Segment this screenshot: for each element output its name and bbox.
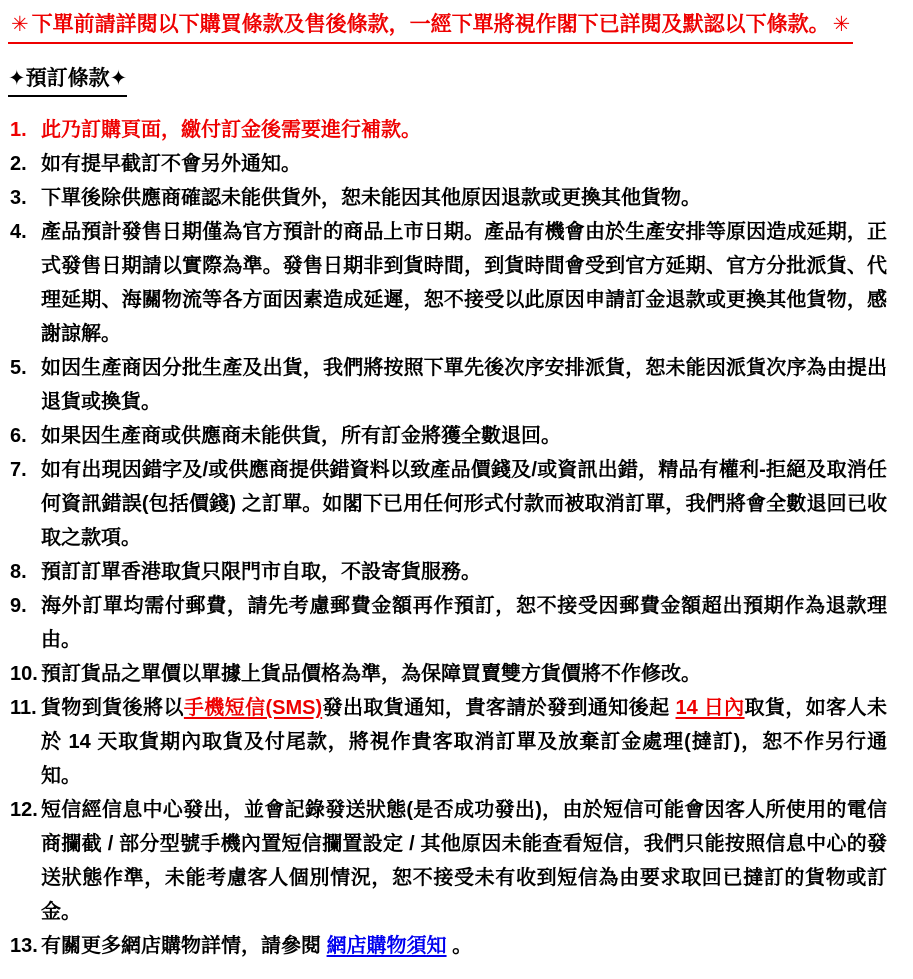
- term-text-segment: 預訂貨品之單價以單據上貨品價格為準，為保障買賣雙方貨價將不作修改。: [41, 663, 701, 685]
- term-number: 5.: [10, 357, 27, 379]
- asterisk-icon: ✳: [11, 13, 29, 36]
- term-item: [8, 793, 887, 929]
- term-text: [41, 691, 887, 793]
- term-number: 1.: [10, 119, 27, 141]
- term-text-segment: 產品預計發售日期僅為官方預計的商品上市日期。產品有機會由於生產安排等原因造成延期，正式發售日期請以實際為準。發售日期非到貨時間，到貨時間會受到官方延期、官方分批派貨、代理延期、海關物流等各方面因素造成延遲，恕不接受以此原因申請訂金退款或更換其他貨物，感謝諒解。: [41, 221, 887, 345]
- term-number: 7.: [10, 459, 27, 481]
- highlighted-term-text: 手機短信(SMS): [183, 697, 323, 719]
- terms-list: [8, 113, 887, 963]
- term-text: [41, 793, 887, 929]
- term-text-segment: 短信經信息中心發出，並會記錄發送狀態(是否成功發出)，由於短信可能會因客人所使用的電信商攔截 / 部分型號手機內置短信攔置設定 / 其他原因未能查看短信，我們只能按照信息中心的發送狀態作準，未能考慮客人個別情況，恕不接受未有收到短信為由要求取回已撻訂的貨物或訂金。: [41, 799, 887, 923]
- term-item: [8, 147, 887, 181]
- term-item: [8, 419, 887, 453]
- term-text-segment: 海外訂單均需付郵費，請先考慮郵費金額再作預訂，恕不接受因郵費金額超出預期作為退款理由。: [41, 595, 887, 651]
- asterisk-icon: ✳: [832, 13, 851, 36]
- term-text-segment: 有關更多網店購物詳情，請參閱: [41, 935, 327, 957]
- term-number: 11.: [10, 697, 37, 719]
- term-text-segment: 此乃訂購頁面，繳付訂金後需要進行補款。: [41, 119, 421, 141]
- term-number: 8.: [10, 561, 27, 583]
- term-number: 9.: [10, 595, 27, 617]
- notice-text: 下單前請詳閱以下購買條款及售後條款，一經下單將視作閣下已詳閱及默認以下條款。: [31, 13, 830, 36]
- term-item: [8, 589, 887, 657]
- preorder-terms-heading: [8, 65, 127, 97]
- term-text-segment: 貨物到貨後將以: [41, 697, 184, 719]
- section-title-text: 預訂條款: [25, 67, 110, 90]
- term-item: [8, 691, 887, 793]
- term-number: 13.: [10, 935, 38, 957]
- term-text-segment: 如有提早截訂不會另外通知。: [41, 153, 301, 175]
- term-number: 12.: [10, 799, 38, 821]
- term-item: [8, 181, 887, 215]
- term-item: [8, 453, 887, 555]
- term-text: [41, 215, 887, 351]
- term-number: 10.: [10, 663, 38, 685]
- term-text: [41, 419, 887, 453]
- term-text: [41, 453, 887, 555]
- term-item: [8, 351, 887, 419]
- term-text-segment: 如有出現因錯字及/或供應商提供錯資料以致產品價錢及/或資訊出錯，精品有權利-拒絕及取消任何資訊錯誤(包括價錢) 之訂單。如閣下已用任何形式付款而被取消訂單，我們將會全數退回已收取之款項。: [41, 459, 887, 549]
- term-item: [8, 113, 887, 147]
- term-text: [41, 351, 887, 419]
- purchase-notice-title: [8, 10, 853, 44]
- term-item: [8, 555, 887, 589]
- term-text-segment: 取貨，如客人未於 14 天取貨期內取貨及付尾款，將視作貴客取消訂單及放棄訂金處理(撻訂)，恕不作另行通知。: [41, 697, 888, 787]
- term-text: [41, 555, 887, 589]
- term-item: [8, 215, 887, 351]
- shop-guide-link[interactable]: 網店購物須知: [326, 935, 447, 957]
- term-number: 6.: [10, 425, 27, 447]
- highlighted-term-text: 14 日內: [675, 697, 745, 719]
- term-number: 2.: [10, 153, 27, 175]
- term-text-segment: 。: [446, 935, 473, 957]
- term-item: [8, 657, 887, 691]
- term-text: [41, 181, 887, 215]
- term-text: [41, 589, 887, 657]
- term-text-segment: 下單後除供應商確認未能供貨外，恕未能因其他原因退款或更換其他貨物。: [41, 187, 701, 209]
- term-text-segment: 如果因生產商或供應商未能供貨，所有訂金將獲全數退回。: [41, 425, 561, 447]
- term-number: 4.: [10, 221, 27, 243]
- term-text: [41, 929, 887, 963]
- term-text: [41, 657, 887, 691]
- term-text-segment: 預訂訂單香港取貨只限門市自取，不設寄貨服務。: [41, 561, 481, 583]
- diamond-icon: ✦: [8, 67, 26, 90]
- term-text-segment: 發出取貨通知，貴客請於發到通知後起: [322, 697, 676, 719]
- term-item: [8, 929, 887, 963]
- term-text: [41, 113, 887, 147]
- diamond-icon: ✦: [109, 67, 128, 90]
- term-text: [41, 147, 887, 181]
- term-number: 3.: [10, 187, 27, 209]
- term-text-segment: 如因生產商因分批生產及出貨，我們將按照下單先後次序安排派貨，恕未能因派貨次序為由提出退貨或換貨。: [41, 357, 887, 413]
